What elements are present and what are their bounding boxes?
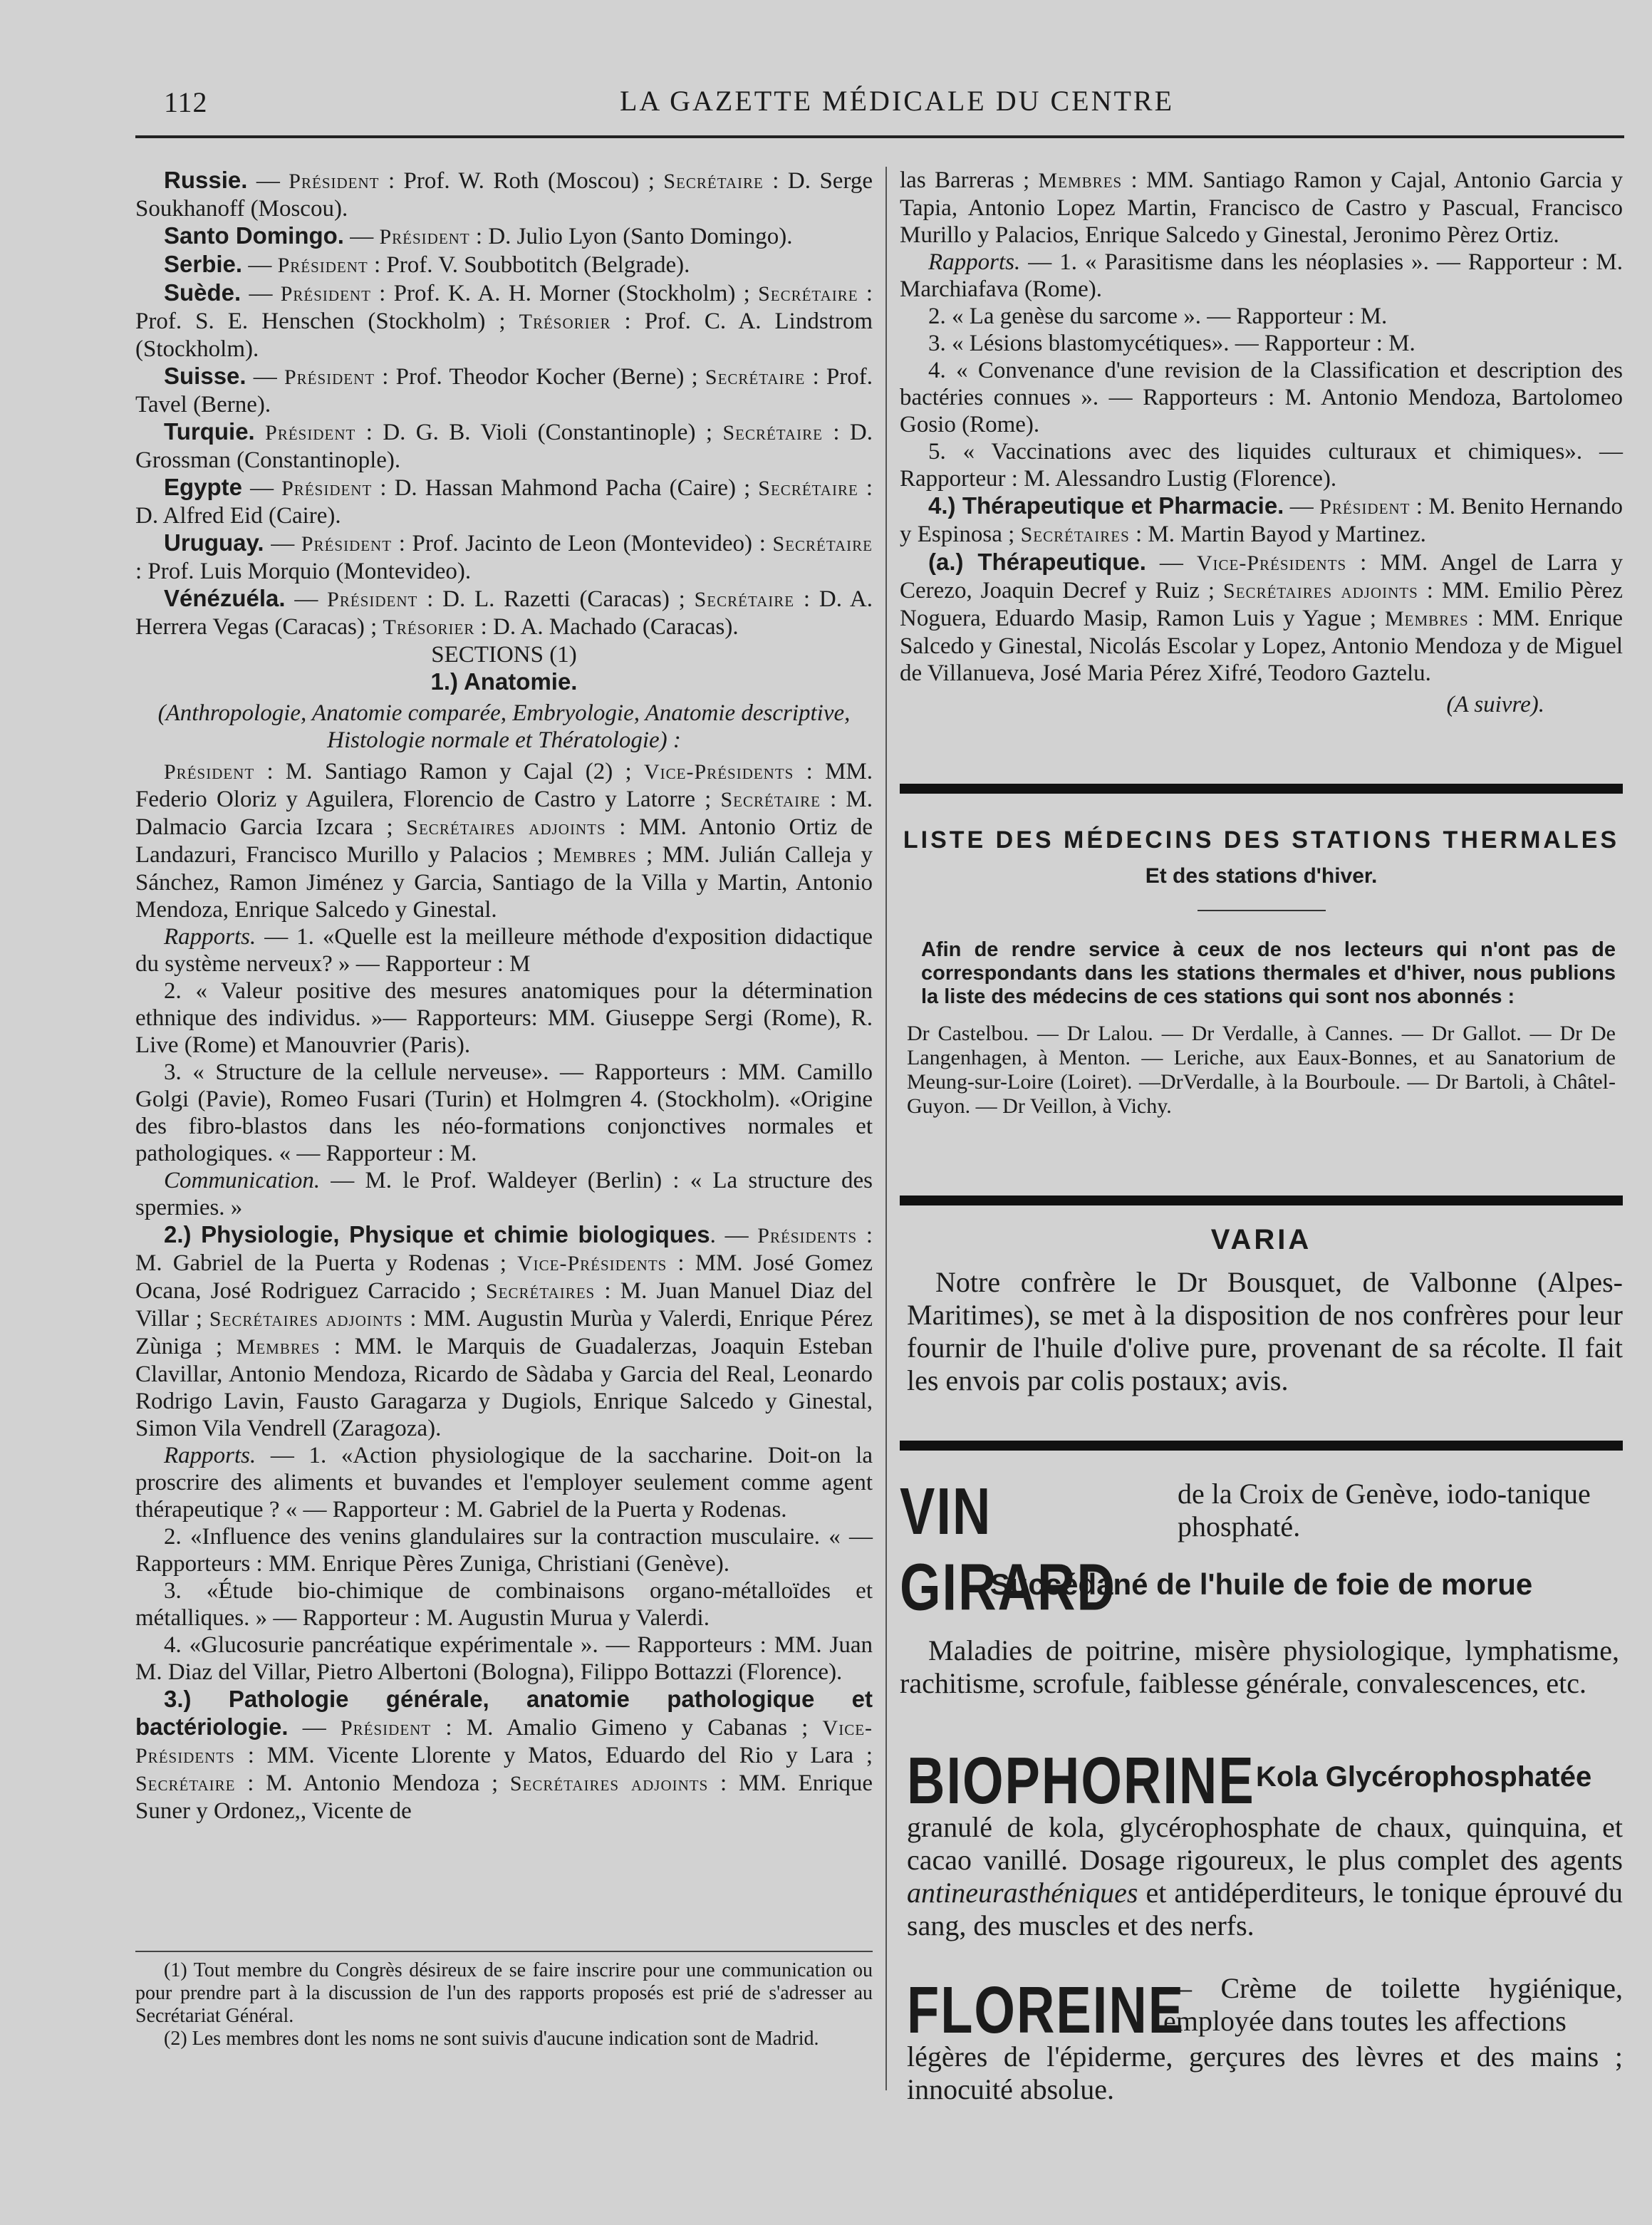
vin-girard-brand: VIN GIRARD [900, 1474, 1116, 1624]
pathologie-rapport-4: 4. « Convenance d'une revision de la Classification et description des bactéries connues ». — Rapporteurs : M. Antonio Mendoza, Bartolomeo Gosio (Rome). [900, 358, 1623, 437]
country-russie: Russie. — Président : Prof. W. Roth (Moscou) ; Secrétaire : D. Serge Soukhanoff (Moscou). [135, 167, 873, 222]
section-physiologie: 2.) Physiologie, Physique et chimie biologiques. — Présidents : M. Gabriel de la Puerta y Rodenas ; Vice-Présidents : MM. José Gomez Ocana, José Rodriguez Carracido ; Secrétaires : M. Juan Manuel Diaz del Villar ; Secrétaires adjoints : MM. Augustin Murùa y Valerdi, Enrique Pérez Zùniga ; Membres : MM. le Marquis de Guadalerzas, Joaquin Esteban Clavillar, Antonio Mendoza, Ricardo de Sàdaba y Garcia del Real, Leonardo Rodrigo Lavin, Fausto Garagarza y Dugiols, Enrique Salcedo y Ginestal, Simon Vila Vendrell (Zaragoza). [135, 1221, 873, 1441]
country-serbie: Serbie. — Président : Prof. V. Soubbotitch (Belgrade). [164, 251, 690, 278]
header-rule [135, 135, 1624, 138]
physiologie-rapport-4: 4. «Glucosurie pancréatique expérimentale ». — Rapporteurs : MM. Juan M. Diaz del Villar, Pietro Albertoni (Bologna), Filippo Bottazzi (Florence). [135, 1632, 873, 1685]
country-turquie: Turquie. Président : D. G. B. Violi (Constantinople) ; Secrétaire : D. Grossman (Constantinople). [135, 418, 873, 473]
physiologie-rapport-3: 3. «Étude bio-chimique de combinaisons organo-métalloïdes et métalliques. » — Rapporteur : M. Augustin Murua y Valerdi. [135, 1578, 873, 1631]
footnotes [135, 1959, 873, 2050]
right-column-sections [900, 167, 1623, 718]
journal-title: LA GAZETTE MÉDICALE DU CENTRE [620, 85, 1175, 117]
footnote-1: (1) Tout membre du Congrès désireux de se faire inscrire pour une communication ou pour prendre part à la discussion de l'un des rapports proposés est prié de s'adresser au Secrétariat Général. [135, 1959, 873, 2027]
country-suisse: Suisse. — Président : Prof. Theodor Kocher (Berne) ; Secrétaire : Prof. Tavel (Berne). [135, 363, 873, 417]
varia-top-rule [900, 1196, 1623, 1205]
column-divider [885, 167, 887, 2090]
anatomie-rapport-2: 2. « Valeur positive des mesures anatomiques pour la détermination ethnique des individus. »— Rapporteurs: MM. Giuseppe Sergi (Rome), R. Live (Rome) et Manouvrier (Paris). [135, 978, 873, 1058]
sections-heading: SECTIONS (1) [431, 642, 577, 668]
country-egypte: Egypte — Président : D. Hassan Mahmond Pacha (Caire) ; Secrétaire : D. Alfred Eid (Caire). [135, 474, 873, 529]
anatomie-communication: Communication. — M. le Prof. Waldeyer (Berlin) : « La structure des spermies. » [135, 1168, 873, 1220]
country-venezuela: Vénézuéla. — Président : D. L. Razetti (Caracas) ; Secrétaire : D. A. Herrera Vegas (Caracas) ; Trésorier : D. A. Machado (Caracas). [135, 585, 873, 640]
floreine-brand: FLOREINE [907, 1973, 1185, 2047]
section-anatomie-heading: 1.) Anatomie. [430, 668, 578, 695]
liste-intro: Afin de rendre service à ceux de nos lecteurs qui n'ont pas de correspondants dans les stations thermales et d'hiver, nous publions la liste des médecins de ces stations qui sont nos abonnés : [921, 938, 1616, 1008]
biophorine-brand: BIOPHORINE [907, 1743, 1255, 1817]
pathologie-rapport-3: 3. « Lésions blastomycétiques». — Rapporteur : M. [928, 331, 1415, 356]
country-santo-domingo: Santo Domingo. — Président : D. Julio Lyon (Santo Domingo). [164, 222, 793, 249]
anatomie-officers: Président : M. Santiago Ramon y Cajal (2) ; Vice-Présidents : MM. Federio Oloriz y Aguilera, Florencio de Castro y Latorre ; Secrétaire : M. Dalmacio Garcia Izcara ; Secrétaires adjoints : MM. Antonio Ortiz de Landazuri, Francisco Murillo y Palacios ; Membres ; MM. Julián Calleja y Sánchez, Ramon Jiménez y Garcia, Santiago de la Villa y Martin, Antonio Mendoza, Enrique Salcedo y Ginestal. [135, 759, 873, 923]
subsection-therapeutique-a: (a.) Thérapeutique. — Vice-Présidents : MM. Angel de Larra y Cerezo, Joaquin Decref y Ruiz ; Secrétaires adjoints : MM. Emilio Pèrez Noguera, Eduardo Masip, Ramon Luis y Yague ; Membres : MM. Enrique Salcedo y Ginestal, Nicolás Escolar y Lopez, Antonio Mendoza y de Miguel de Villanueva, José Maria Pérez Xifré, Teodoro Gaztelu. [900, 549, 1624, 686]
anatomie-rapport-1: Rapports. — 1. «Quelle est la meilleure méthode d'exposition didactique du système nerveux? » — Rapporteur : M [135, 924, 873, 977]
varia-title: VARIA [1210, 1224, 1312, 1255]
vin-girard-text: de la Croix de Genève, iodo-tanique phosphaté. [1178, 1478, 1591, 1542]
footnote-rule [135, 1951, 873, 1952]
liste-names: Dr Castelbou. — Dr Lalou. — Dr Verdalle, à Cannes. — Dr Gallot. — Dr De Langenhagen, à Menton. — Leriche, aux Eaux-Bonnes, et au Sanatorium de Meung-sur-Loire (Loiret). —DrVerdalle, à la Bourboule. — Dr Bartoli, à Châtel-Guyon. — Dr Veillon, à Vichy. [907, 1022, 1616, 1118]
floreine-text-1: — Crème de toilette hygiénique, employée dans toutes les affections [1163, 1972, 1623, 2037]
country-suede: Suède. — Président : Prof. K. A. H. Morner (Stockholm) ; Secrétaire : Prof. S. E. Henschen (Stockholm) ; Trésorier : Prof. C. A. Lindstrom (Stockholm). [135, 279, 873, 362]
liste-small-rule [1198, 910, 1326, 911]
section-anatomie-subtitle: (Anthropologie, Anatomie comparée, Embryologie, Anatomie descriptive, Histologie normale et Thératologie) : [157, 700, 851, 753]
succedane-line: Succédané de l'huile de foie de morue [989, 1567, 1533, 1601]
section-pathologie: 3.) Pathologie générale, anatomie pathologique et bactériologie. — Président : M. Amalio Gimeno y Cabanas ; Vice-Présidents : MM. Vicente Llorente y Matos, Eduardo del Rio y Lara ; Secrétaire : M. Antonio Mendoza ; Secrétaires adjoints : MM. Enrique Suner y Ordonez,, Vicente de [135, 1686, 873, 1824]
varia-text: Notre confrère le Dr Bousquet, de Valbonne (Alpes-Maritimes), se met à la disposition de nos confrères pour leur fournir de l'huile d'olive pure, provenant de sa récolte. Il fait les envois par colis postaux; avis. [907, 1266, 1623, 1396]
physiologie-rapport-2: 2. «Influence des venins glandulaires sur la contraction musculaire. « — Rapporteurs : MM. Enrique Pères Zuniga, Christiani (Genève). [135, 1524, 873, 1577]
pathologie-rapport-1: Rapports. — 1. « Parasitisme dans les néoplasies ». — Rapporteur : M. Marchiafava (Rome). [900, 249, 1623, 302]
varia-box [900, 1224, 1623, 1397]
page-number: 112 [164, 86, 208, 118]
section-therapeutique: 4.) Thérapeutique et Pharmacie. — Président : M. Benito Hernando y Espinosa ; Secrétaires : M. Martin Bayod y Martinez. [900, 492, 1623, 547]
pathologie-continued: las Barreras ; Membres : MM. Santiago Ramon y Cajal, Antonio Garcia y Tapia, Antonio Lopez Martin, Francisco de Castro y Pascual, Francisco Murillo y Palacios, Enrique Salcedo y Ginestal, Jeronimo Pèrez Ortiz. [900, 167, 1623, 248]
biophorine-kola: Kola Glycérophosphatée [1256, 1761, 1592, 1793]
pathologie-rapport-2: 2. « La genèse du sarcome ». — Rapporteur : M. [928, 304, 1388, 329]
liste-subtitle: Et des stations d'hiver. [1145, 864, 1378, 888]
anatomie-rapport-3: 3. « Structure de la cellule nerveuse». — Rapporteurs : MM. Camillo Golgi (Pavie), Romeo Fusari (Turin) et Holmgren 4. (Stockholm). «Origine des fibro-blastos dans les néo-formations conjonctives normales et pathologiques. « — Rapporteur : M. [135, 1059, 873, 1166]
liste-medecins-box [900, 826, 1623, 1119]
liste-top-rule [900, 784, 1623, 794]
liste-title: LISTE DES MÉDECINS DES STATIONS THERMALES [903, 826, 1620, 854]
country-uruguay: Uruguay. — Président : Prof. Jacinto de Leon (Montevideo) : Secrétaire : Prof. Luis Morquio (Montevideo). [135, 529, 873, 584]
maladies-text: Maladies de poitrine, misère physiologique, lymphatisme, rachitisme, scrofule, faiblesse générale, convalescences, etc. [900, 1634, 1619, 1699]
floreine-text-2: légères de l'épiderme, gerçures des lèvres et des mains ; innocuité absolue. [907, 2040, 1623, 2105]
a-suivre: (A suivre). [1446, 692, 1544, 717]
page-header [135, 80, 1631, 123]
pathologie-rapport-5: 5. « Vaccinations avec des liquides culturaux et chimiques». — Rapporteur : M. Alessandro Lustig (Florence). [900, 439, 1623, 492]
biophorine-text: granulé de kola, glycérophosphate de chaux, quinquina, et cacao vanillé. Dosage rigoureux, le plus complet des agents antineurasthéniques et antidéperditeurs, le tonique éprouvé du sang, des muscles et des nerfs. [907, 1811, 1623, 1941]
ads-top-rule [900, 1441, 1623, 1451]
left-column [135, 167, 873, 1825]
footnote-2: (2) Les membres dont les noms ne sont suivis d'aucune indication sont de Madrid. [164, 2028, 819, 2050]
physiologie-rapport-1: Rapports. — 1. «Action physiologique de la saccharine. Doit-on la proscrire des aliments et buvandes et l'employer seulement comme agent thérapeutique ? « — Rapporteur : M. Gabriel de la Puerta y Rodenas. [135, 1443, 873, 1523]
